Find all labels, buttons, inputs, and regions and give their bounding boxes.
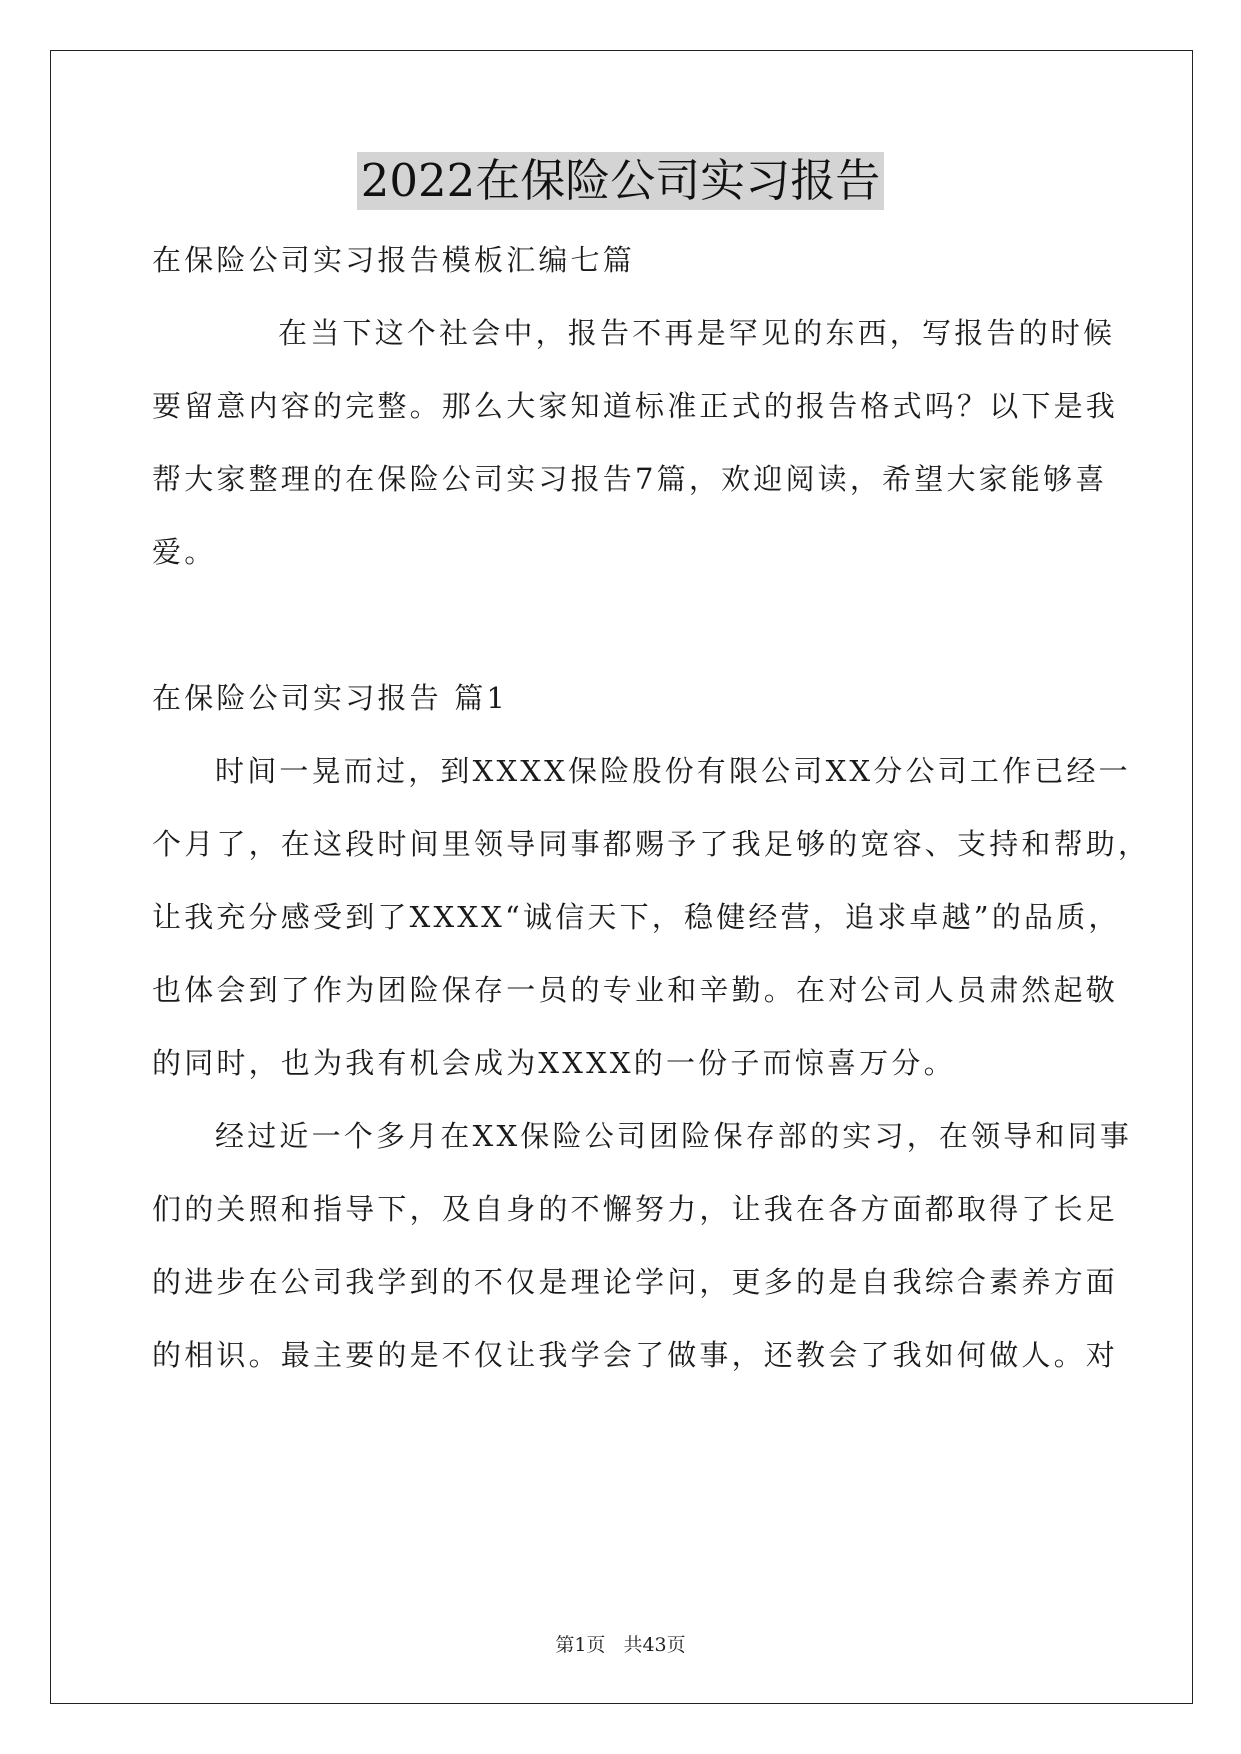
- intro-line-2: 要留意内容的完整。那么大家知道标准正式的报告格式吗？以下是我: [152, 389, 1119, 423]
- page-footer: [0, 1630, 1241, 1657]
- intro-line-3: 帮大家整理的在保险公司实习报告7篇，欢迎阅读，希望大家能够喜: [152, 462, 1108, 496]
- title-container: [0, 152, 1241, 210]
- para2-line-1: 经过近一个多月在XX保险公司团险保存部的实习，在领导和同事: [215, 1119, 1133, 1153]
- para1-line-5: 的同时，也为我有机会成为XXXX的一份子而惊喜万分。: [152, 1046, 956, 1080]
- para2-line-4: 的相识。最主要的是不仅让我学会了做事，还教会了我如何做人。对: [152, 1338, 1119, 1372]
- document-title: 2022在保险公司实习报告: [357, 152, 885, 210]
- section-heading: 在保险公司实习报告 篇1: [152, 681, 509, 715]
- para1-line-1: 时间一晃而过，到XXXX保险股份有限公司XX分公司工作已经一: [215, 754, 1131, 788]
- page-border: [50, 50, 1193, 1704]
- intro-line-1: 在当下这个社会中，报告不再是罕见的东西，写报告的时候: [278, 316, 1116, 350]
- page-number: 第1页: [555, 1634, 606, 1656]
- para2-line-3: 的进步在公司我学到的不仅是理论学问，更多的是自我综合素养方面: [152, 1265, 1119, 1299]
- para2-line-2: 们的关照和指导下，及自身的不懈努力，让我在各方面都取得了长足: [152, 1192, 1119, 1226]
- para1-line-4: 也体会到了作为团险保存一员的专业和辛勤。在对公司人员肃然起敬: [152, 973, 1119, 1007]
- document-subtitle: 在保险公司实习报告模板汇编七篇: [152, 243, 636, 277]
- intro-line-4: 爱。: [152, 535, 217, 569]
- page-total: 共43页: [623, 1634, 686, 1656]
- para1-line-2: 个月了，在这段时间里领导同事都赐予了我足够的宽容、支持和帮助，: [152, 827, 1151, 861]
- para1-line-3: 让我充分感受到了XXXX“诚信天下，稳健经营，追求卓越”的品质，: [152, 900, 1121, 934]
